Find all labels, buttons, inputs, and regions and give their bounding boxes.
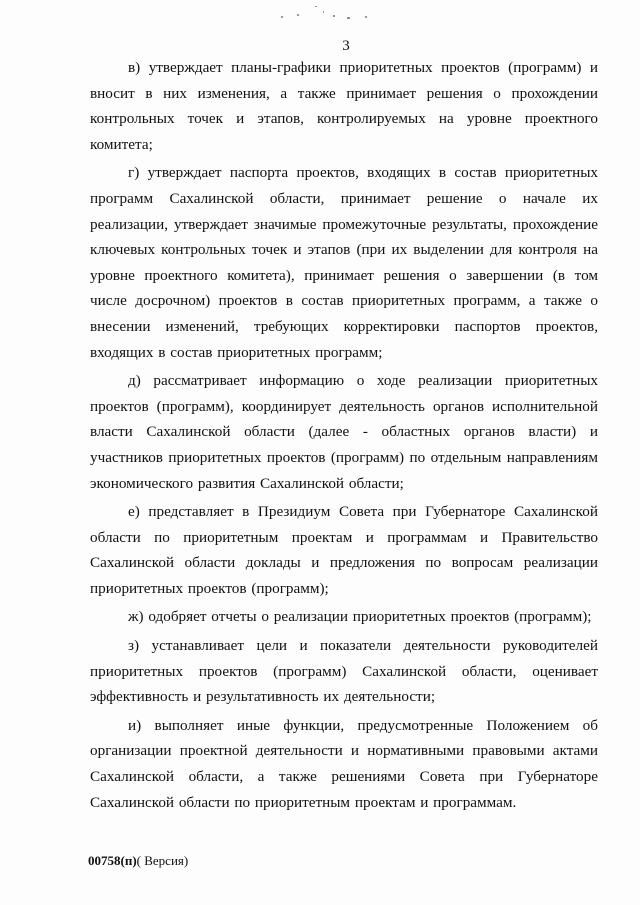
clause-d: д) рассматривает информацию о ходе реализации приоритетных проектов (программ), координирует деятельность органов исполнительной власти Сахалинской области (далее - областных органов власти) и участников приоритетных проектов (программ) по отдельным направлениям экономического развития Сахалинской области;: [90, 372, 598, 492]
page-number: 3: [342, 38, 350, 54]
scan-speck: [323, 11, 324, 13]
scan-speck: [365, 16, 367, 18]
scan-noise-marks: [275, 2, 385, 24]
document-version: ( Версия): [136, 853, 189, 868]
clause-zh: ж) одобряет отчеты о реализации приоритетных проектов (программ);: [128, 608, 592, 626]
scan-speck: [297, 14, 299, 16]
document-code: 00758(п): [88, 853, 137, 868]
clause-i: и) выполняет иные функции, предусмотренные Положением об организации проектной деятельности и нормативными правовыми актами Сахалинской области, а также решениями Совета при Губернаторе Сахалинской области по приоритетным проектам и программам.: [90, 716, 598, 811]
document-footer: [88, 853, 188, 869]
clause-v: в) утверждает планы-графики приоритетных проектов (программ) и вносит в них изменения, а также принимает решения о прохождении контрольных точек и этапов, контролируемых на уровне проектного комитета;: [90, 59, 598, 153]
clause-g: г) утверждает паспорта проектов, входящих в состав приоритетных программ Сахалинской области, принимает решение о начале их реализации, утверждает значимые промежуточные результаты, прохождение ключевых контрольных точек и этапов (при их выделении для контроля на уровне проектного комитета), принимает решения о завершении (в том числе досрочном) проектов в состав приоритетных программ, а также о внесении изменений, требующих корректировки паспортов проектов, входящих в состав приоритетных программ;: [90, 164, 598, 361]
clause-z: з) устанавливает цели и показатели деятельности руководителей приоритетных проектов (программ) Сахалинской области, оценивает эффективность и результативность их деятельности;: [90, 637, 598, 706]
scan-speck: [315, 6, 317, 7]
clause-e: е) представляет в Президиум Совета при Губернаторе Сахалинской области по приоритетным проектам и программам и Правительство Сахалинской области доклады и предложения по вопросам реализации приоритетных проектов (программ);: [90, 503, 598, 597]
scan-speck: [333, 15, 335, 17]
scan-speck: [347, 17, 350, 19]
document-body: [90, 55, 598, 818]
scan-speck: [281, 16, 283, 18]
